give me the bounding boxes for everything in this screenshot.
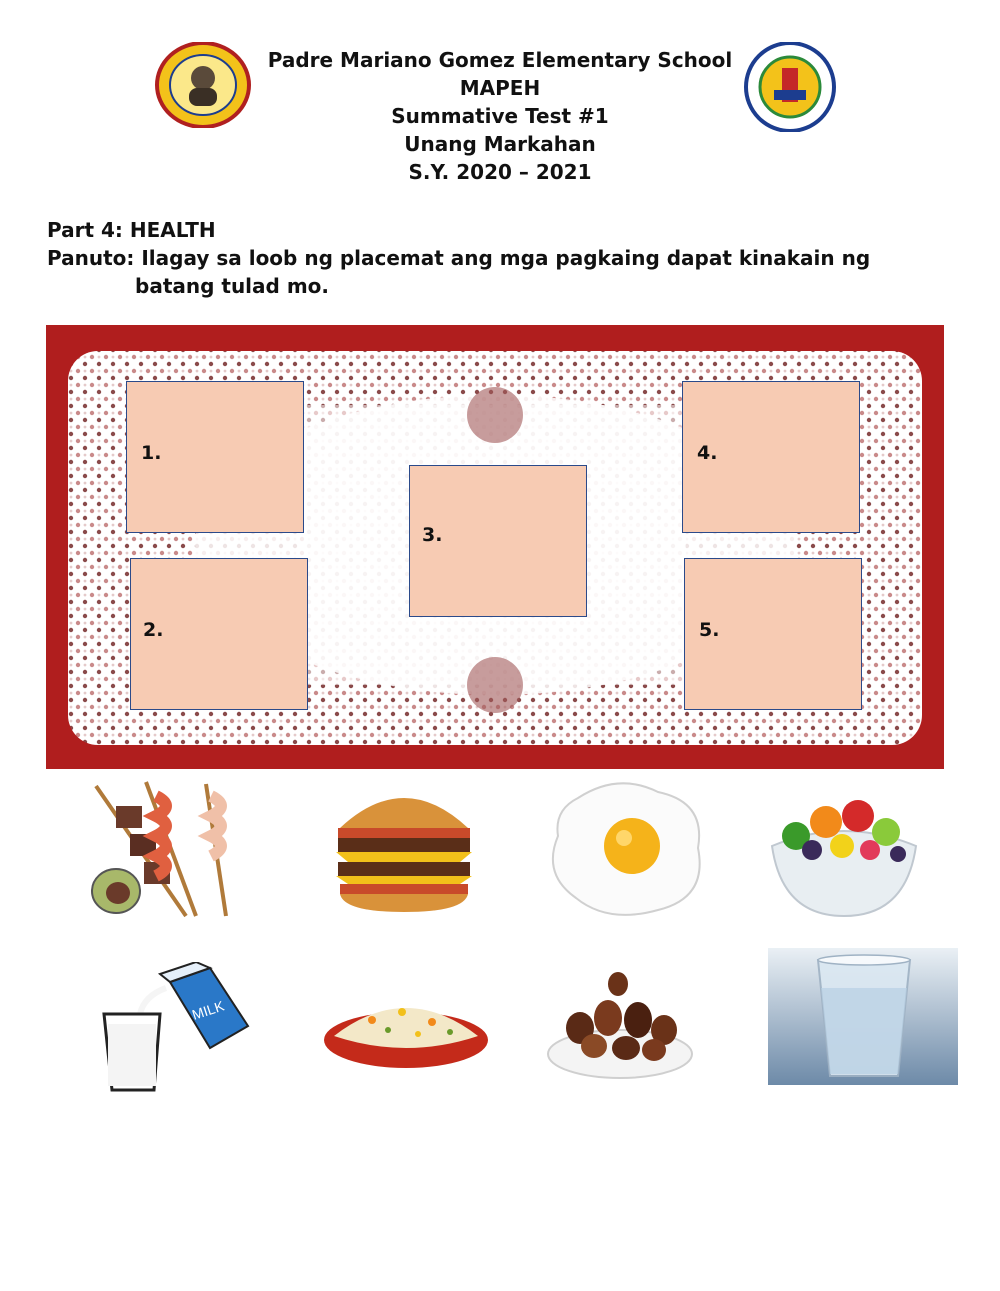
placemat-box-2[interactable] <box>130 558 308 710</box>
placemat-box-label: 2. <box>143 619 164 641</box>
part-title: Part 4: HEALTH <box>47 218 216 242</box>
placemat-box-4[interactable] <box>682 381 860 533</box>
document-header <box>0 46 1000 186</box>
placemat-box-5[interactable] <box>684 558 862 710</box>
instructions-line-1: Panuto: Ilagay sa loob ng placemat ang mga pagkaing dapat kinakain ng <box>47 246 871 270</box>
placemat <box>46 325 944 769</box>
instructions <box>47 244 947 300</box>
subject-name: MAPEH <box>459 76 541 100</box>
milk-carton-icon[interactable] <box>100 962 250 1094</box>
burger-icon[interactable] <box>330 778 478 914</box>
instructions-line-2: batang tulad mo. <box>135 274 329 298</box>
placemat-box-label: 5. <box>699 619 720 641</box>
fruit-salad-icon[interactable] <box>766 776 922 920</box>
milk-carton-label: MILK <box>189 997 227 1023</box>
placemat-box-label: 3. <box>422 524 443 546</box>
placemat-box-label: 1. <box>141 442 162 464</box>
chocolates-icon[interactable] <box>546 962 694 1080</box>
test-title: Summative Test #1 <box>391 104 609 128</box>
fried-rice-icon[interactable] <box>322 984 490 1072</box>
school-year: S.Y. 2020 – 2021 <box>408 160 592 184</box>
school-name: Padre Mariano Gomez Elementary School <box>267 48 733 72</box>
quarter-name: Unang Markahan <box>404 132 596 156</box>
placemat-box-label: 4. <box>697 442 718 464</box>
barbecue-skewers-icon[interactable] <box>86 776 252 920</box>
placemat-box-3[interactable] <box>409 465 587 617</box>
placemat-box-1[interactable] <box>126 381 304 533</box>
glass-of-water-icon[interactable] <box>768 948 958 1085</box>
fried-egg-icon[interactable] <box>548 778 710 918</box>
